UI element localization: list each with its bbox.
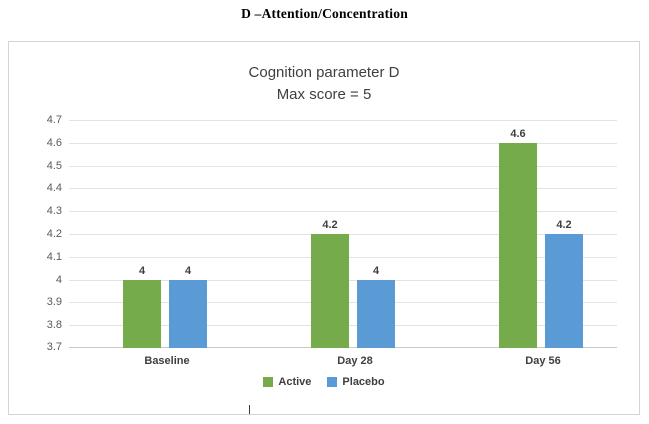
bar-value-label: 4 xyxy=(138,264,146,277)
y-tick-label: 3.7 xyxy=(46,341,62,353)
chart-title-block xyxy=(9,62,639,106)
legend-item-active[interactable] xyxy=(263,376,311,388)
bar-placebo[interactable] xyxy=(169,264,207,348)
legend-swatch-icon xyxy=(327,377,337,387)
bar-value-label: 4 xyxy=(184,264,192,277)
y-tick-label: 4.2 xyxy=(46,228,62,240)
x-tick-label: Day 28 xyxy=(337,355,373,367)
y-tick-label: 3.9 xyxy=(46,296,62,309)
bar-active[interactable] xyxy=(123,264,161,348)
chart-container xyxy=(8,41,640,415)
legend-label: Placebo xyxy=(342,376,385,388)
y-tick-label: 3.8 xyxy=(46,319,62,332)
y-tick-label: 4.6 xyxy=(46,136,62,149)
bottom-tick-mark xyxy=(249,405,250,414)
legend-label: Active xyxy=(278,376,312,388)
y-tick-label: 4 xyxy=(55,273,62,286)
bar-active[interactable] xyxy=(499,127,537,348)
bar-value-label: 4 xyxy=(372,264,380,277)
bar-value-label: 4.6 xyxy=(510,127,526,140)
bar-group xyxy=(493,120,593,367)
y-tick-label: 4.5 xyxy=(46,159,62,172)
bar-value-label: 4.2 xyxy=(556,219,572,231)
legend-item-placebo[interactable] xyxy=(327,376,384,388)
bar-group xyxy=(117,120,217,367)
bar-placebo[interactable] xyxy=(357,264,395,348)
bar-value-label: 4.2 xyxy=(322,219,338,231)
x-tick-label: Day 56 xyxy=(525,355,561,367)
y-tick-label: 4.1 xyxy=(46,250,62,263)
bar-group xyxy=(305,120,405,367)
bar-active[interactable] xyxy=(311,219,349,348)
chart-subtitle: Max score = 5 xyxy=(276,86,372,103)
plot-area xyxy=(46,114,617,367)
y-tick-label: 4.3 xyxy=(46,205,62,218)
chart-legend xyxy=(9,376,639,388)
y-tick-label: 4.4 xyxy=(46,182,62,195)
chart-title: Cognition parameter D xyxy=(248,64,400,81)
y-tick-label: 4.7 xyxy=(46,114,62,126)
figure-caption: D –Attention/Concentration xyxy=(241,6,408,21)
x-tick-label: Baseline xyxy=(144,355,190,367)
bar-placebo[interactable] xyxy=(545,219,583,348)
legend-swatch-icon xyxy=(263,377,273,387)
